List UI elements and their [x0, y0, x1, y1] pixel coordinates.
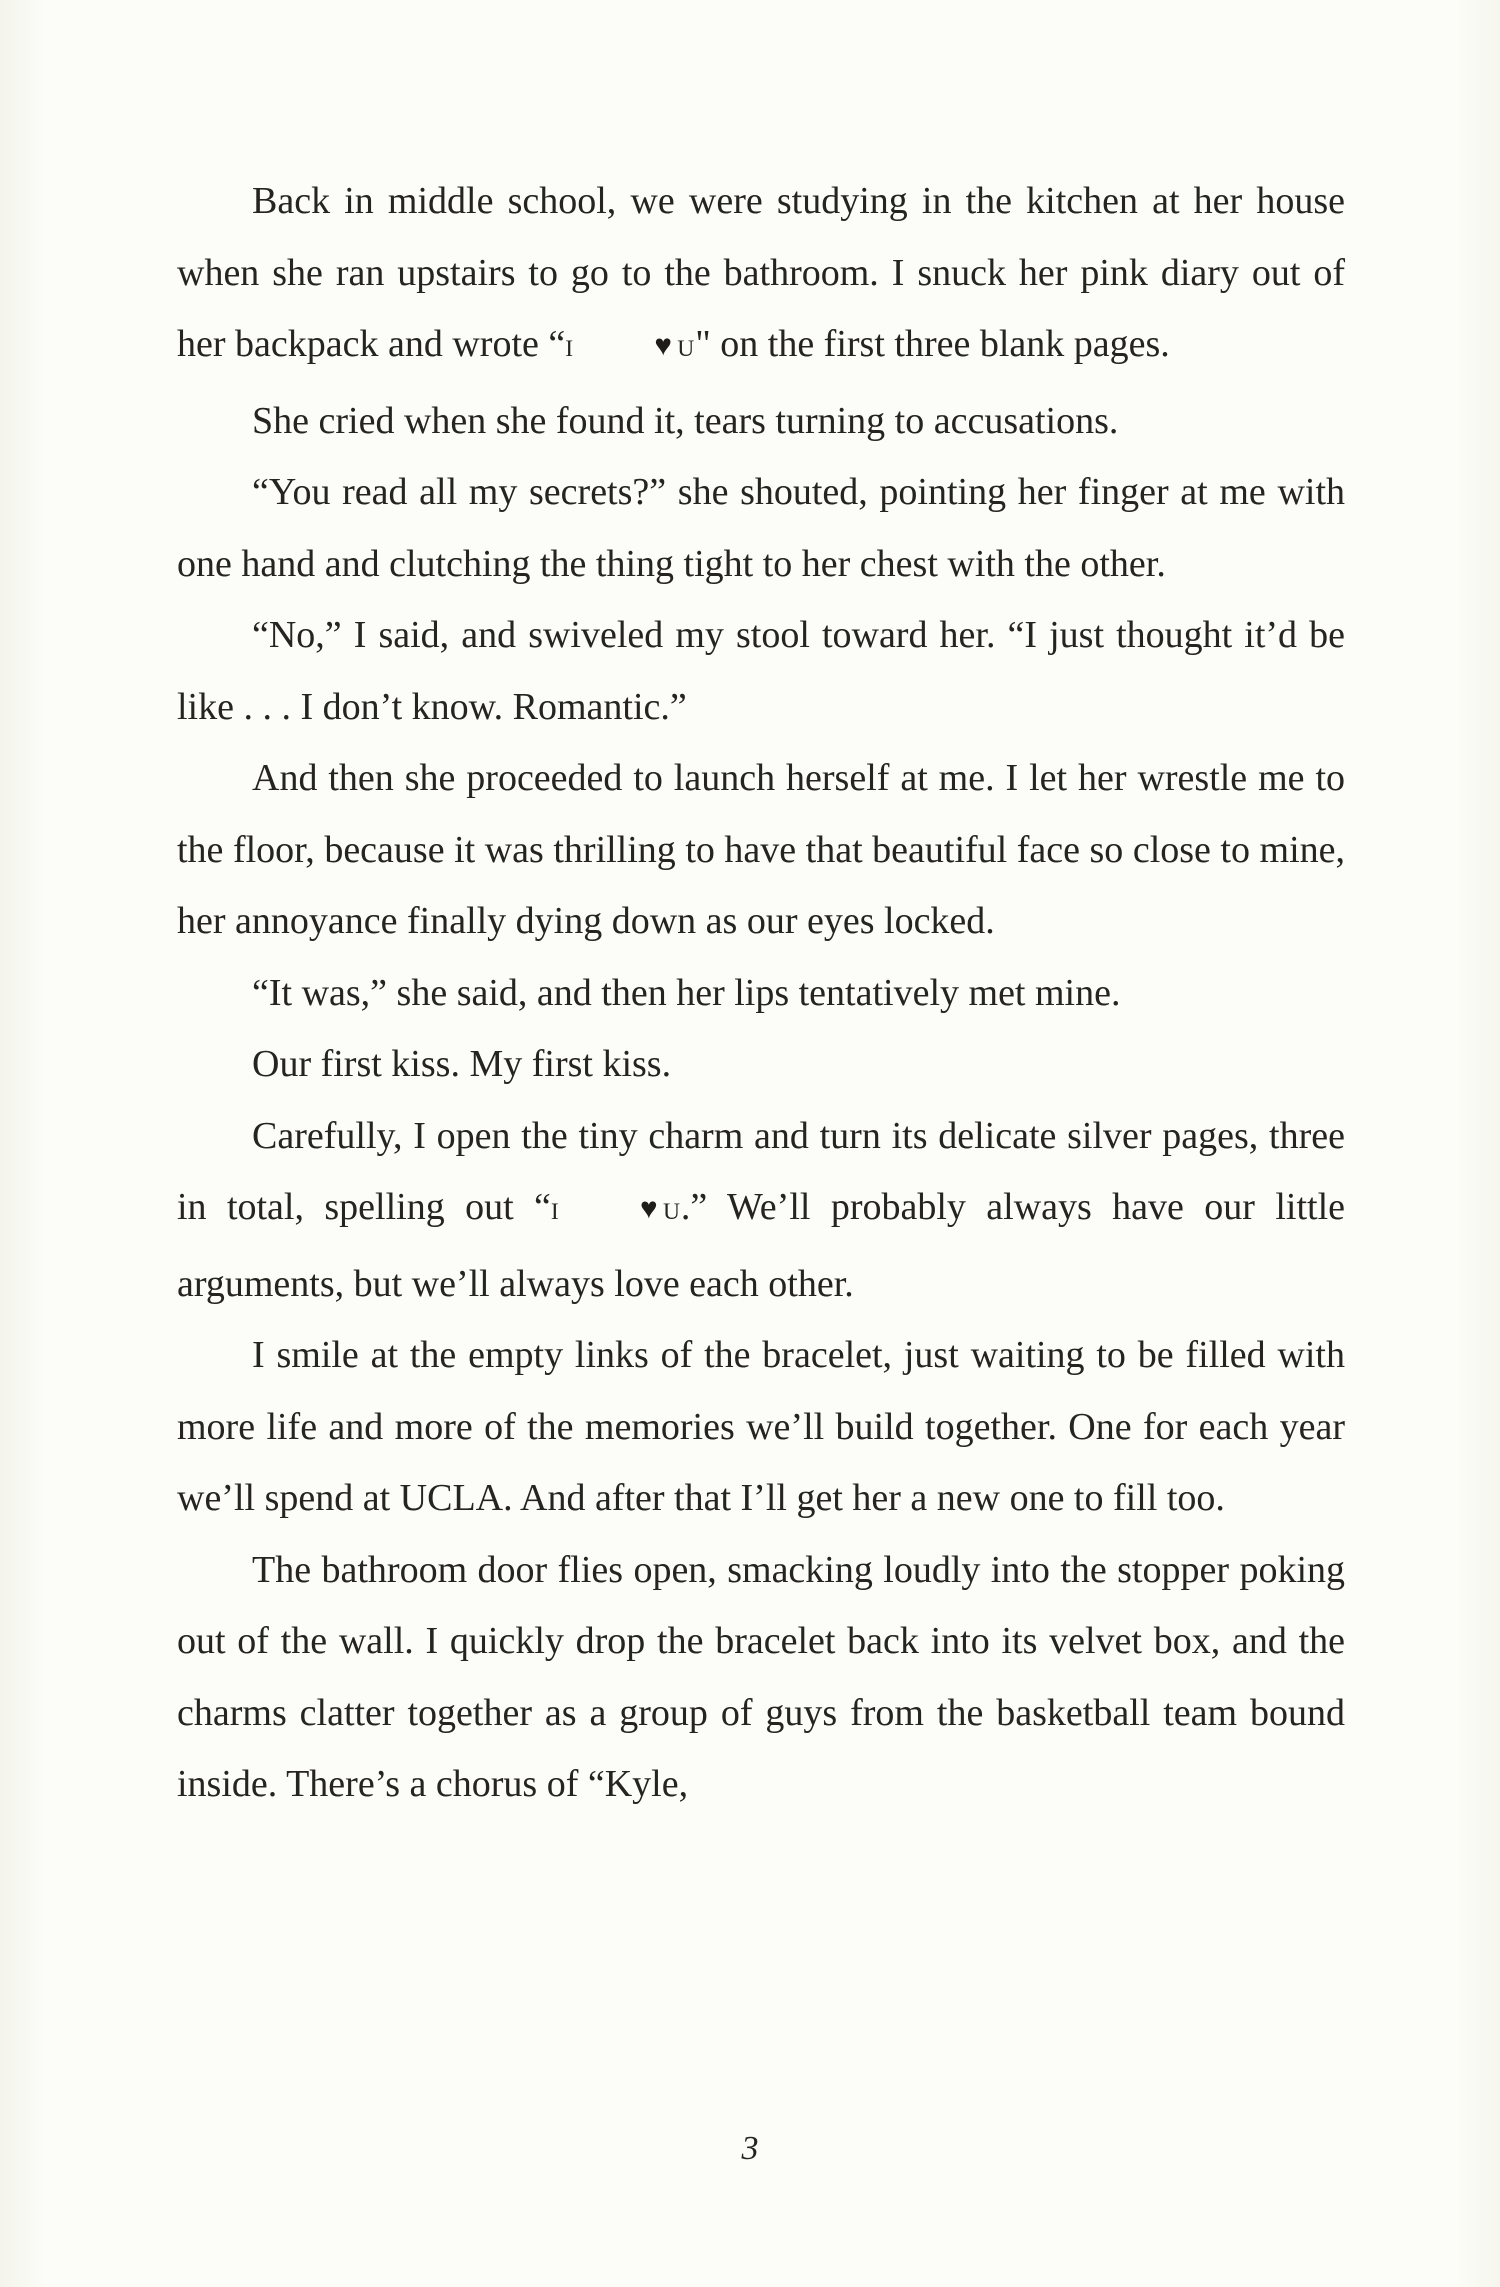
inscription-letter-u: U [677, 336, 696, 362]
paragraph-text: .” We’ll probably always have our little arguments, but we’ll always love each other. [177, 1186, 1346, 1305]
paragraph-text: Carefully, I open the tiny charm and turn its delicate silver pages, three in total, spelling out “ [177, 1114, 1345, 1228]
paragraph-text: Back in middle school, we were studying in the kitchen at her house when she ran upstairs to go to the bathroom. I snuck her pink diary out of her backpack and wrote “ [177, 180, 1345, 365]
page-number: 3 [741, 2130, 759, 2167]
paragraph: “No,” I said, and swiveled my stool toward her. “I just thought it’d be like . . . I don’t know. Romantic.” [177, 614, 1345, 728]
paragraph: The bathroom door flies open, smacking loudly into the stopper poking out of the wall. I quickly drop the bracelet back into its velvet box, and the charms clatter together as a group of guys from the basketball team bound inside. There’s a chorus of “Kyle, [177, 1548, 1345, 1805]
paragraph: “You read all my secrets?” she shouted, pointing her finger at me with one hand and clutching the thing tight to her chest with the other. [177, 471, 1345, 585]
paragraph: And then she proceeded to launch herself at me. I let her wrestle me to the floor, because it was thrilling to have that beautiful face so close to mine, her annoyance finally dying down as our eyes locked. [177, 757, 1345, 942]
inscription-letter-i: I [550, 1199, 560, 1225]
paragraph-text: " on the first three blank pages. [695, 323, 1170, 365]
paragraph: I smile at the empty links of the bracelet, just waiting to be filled with more life and more of the memories we’ll build together. One for each year we’ll spend at UCLA. And after that I’ll get her a new one to fill too. [177, 1334, 1345, 1519]
paragraph-diary [177, 166, 1345, 386]
heart-icon: ♥ [640, 1192, 658, 1225]
paragraph-charm [177, 1101, 1345, 1321]
heart-icon: ♥ [654, 329, 672, 362]
body-text [177, 166, 1345, 1821]
paragraph: She cried when she found it, tears turning to accusations. [252, 399, 1119, 442]
inscription-letter-u: U [662, 1199, 681, 1225]
inscription-letter-i: I [565, 336, 575, 362]
paragraph: Our first kiss. My first kiss. [252, 1043, 672, 1085]
paragraph: “It was,” she said, and then her lips tentatively met mine. [252, 971, 1121, 1014]
